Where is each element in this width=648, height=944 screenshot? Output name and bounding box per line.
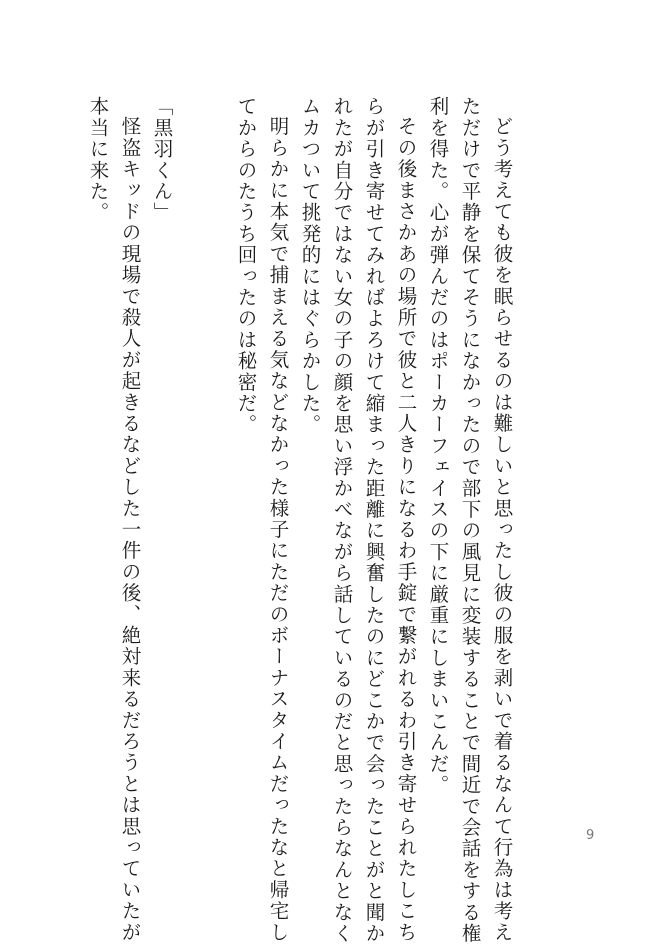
paragraph-1-line-3: 利を得た。心が弾んだのはポーカーフェイスの下に厳重にしまいこんだ。 [426,96,450,796]
paragraph-2-line-2: らが引き寄せてみればよろけて縮まった距離に興奮したのにどこかで会ったことがと聞か [362,96,386,944]
paragraph-4-line-2: 本当に来た。 [86,96,110,224]
paragraph-4-line-1: 怪盗キッドの現場で殺人が起きるなどした一件の後、絶対来るだろうとは思っていたが [118,116,142,943]
page-number: 9 [586,828,595,843]
paragraph-2-line-1: その後まさかあの場所で彼と二人きりになるわ手錠で繋がれるわ引き寄せられたしこち [394,116,418,943]
paragraph-3-line-1: 明らかに本気で捕まえる気などなかった様子にただのボーナスタイムだったなと帰宅し [266,116,290,943]
paragraph-1-line-2: ただけで平静を保てそうになかったので部下の風見に変装することで間近で会話をする権 [458,96,482,944]
paragraph-3-line-2: てからのたうち回ったのは秘密だ。 [234,96,258,436]
paragraph-1-line-1: どう考えても彼を眠らせるのは難しいと思ったし彼の服を剥いで着るなんて行為は考え [490,116,514,943]
paragraph-2-line-3: れたが自分ではない女の子の顔を思い浮かべながら話しているのだと思ったらなんとなく [330,96,354,944]
paragraph-2-line-4: ムカついて挑発的にはぐらかした。 [298,96,322,436]
dialogue-line: 「黒羽くん」 [150,96,174,224]
